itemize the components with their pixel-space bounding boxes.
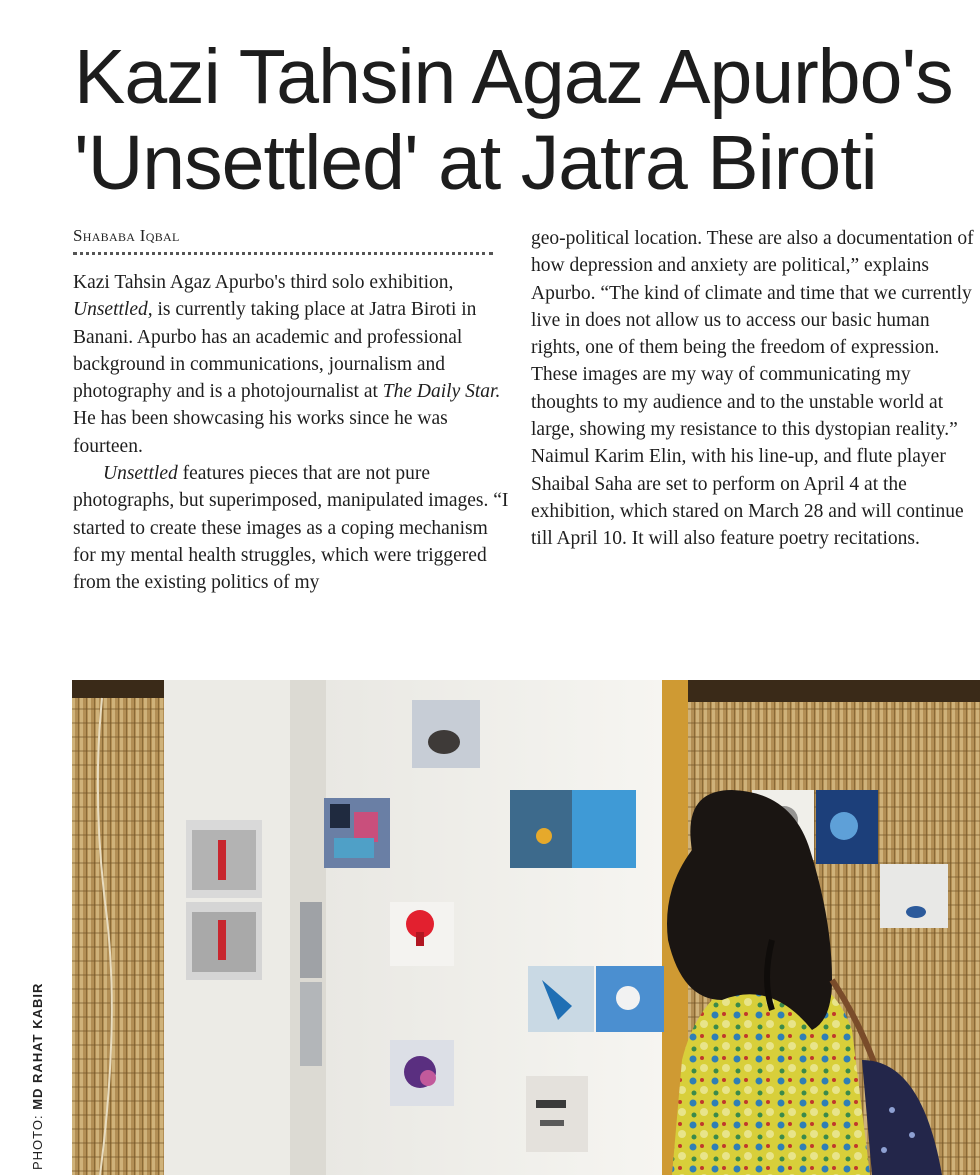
wall-photo-red-flower (390, 902, 454, 966)
wall-photo-purple (390, 1040, 454, 1106)
paragraph-3: geo-political location. These are also a documentation of how depression and anxiety are political,” explains Apurbo. “The kind of climate and time that we currently live in does not allow us to access our basic human rights, one of them being the freedom of expression. These images are my way of communicating my thoughts to my audience and to the unstable world at large, showing my resistance to this dystopian reality.” Naimul Karim Elin, with his line-up, and flute player Shaibal Saha are set to perform on April 4 at the exhibition, which stared on March 28 and will continue till April 10. It will also feature poetry recitations. (531, 228, 974, 550)
paragraph-1-text-b: is currently taking place at Jatra Biroti in Banani. Apurbo has an academic and professional background in communications, journalism and photography and is a photojournalist at (73, 299, 477, 403)
wall-photo-blue-pair (528, 966, 664, 1032)
byline: Shababa Iqbal (73, 226, 180, 245)
wall-photo-bottom-text (526, 1076, 588, 1152)
headline-line-1: Kazi Tahsin Agaz Apurbo's (74, 34, 953, 120)
exhibition-photo (72, 680, 980, 1175)
paragraph-1-em-paper: The Daily Star. (382, 381, 501, 403)
main-wall (326, 680, 662, 1175)
wall-photo-blue-diptych (510, 790, 636, 868)
paragraph-1-text-c: He has been showcasing his works since he was fourteen. (73, 408, 448, 457)
paragraph-1-em-title: Unsettled, (73, 299, 153, 321)
paragraph-1-text-a: Kazi Tahsin Agaz Apurbo's third solo exhibition, (73, 272, 454, 293)
byline-divider (73, 252, 493, 255)
exhibition-photo-illustration (72, 680, 980, 1175)
paragraph-2 (73, 460, 513, 596)
headline-line-2: 'Unsettled' at Jatra Biroti (74, 120, 877, 206)
wall-photo-colorful (324, 798, 390, 868)
photo-credit-name: MD RAHAT KABIR (30, 982, 45, 1110)
photo-credit-label: PHOTO: (30, 1109, 45, 1170)
paragraph-2-text: features pieces that are not pure photographs, but superimposed, manipulated images. “I started to create these images as a coping mechanism for my mental health struggles, which were triggered from the existing politics of my (73, 463, 509, 594)
article-column-2 (531, 225, 977, 553)
article-column-1 (73, 269, 513, 597)
headline (74, 34, 974, 206)
wall-photo-narrow-left (300, 902, 322, 1066)
paragraph-2-em-title: Unsettled (103, 463, 178, 485)
wall-photo-top-bird (412, 700, 480, 768)
photo-credit (30, 983, 45, 1170)
paragraph-1 (73, 269, 513, 460)
